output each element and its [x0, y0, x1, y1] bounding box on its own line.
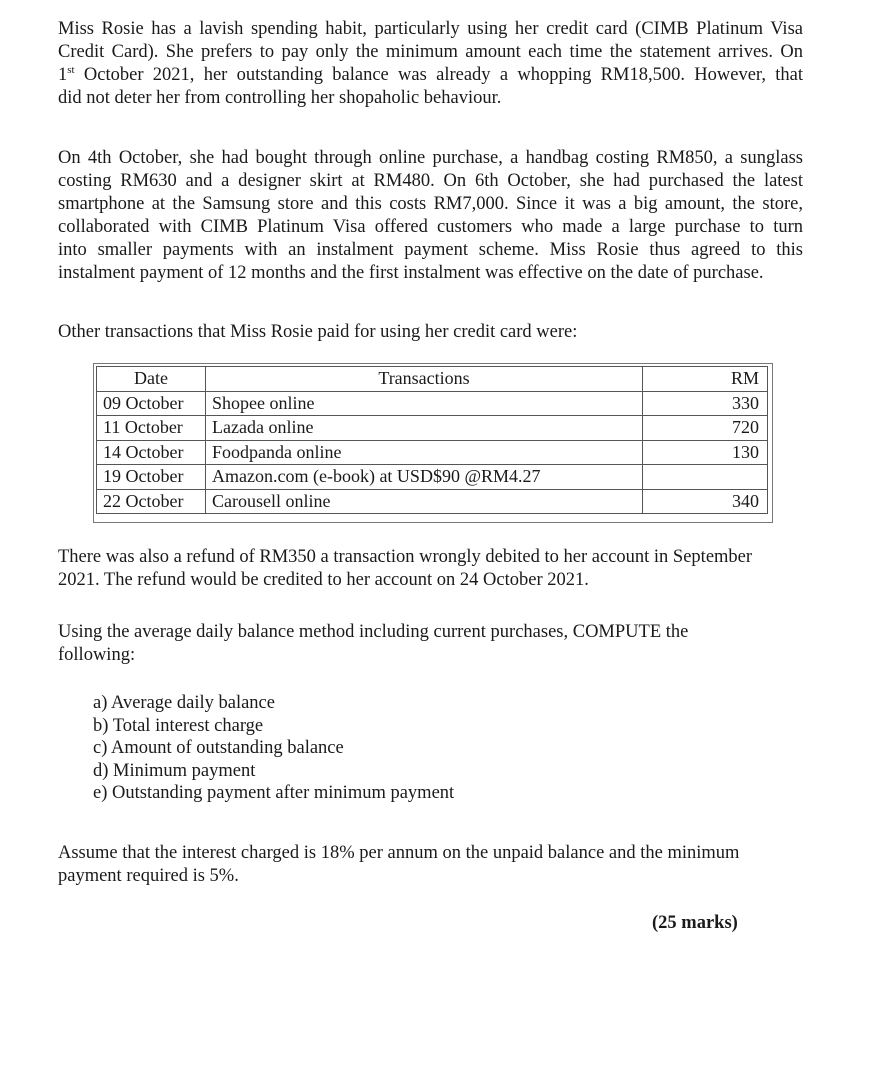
cell-amount: 130	[643, 440, 768, 465]
cell-transaction: Lazada online	[206, 416, 643, 441]
cell-date: 14 October	[97, 440, 206, 465]
list-item: a) Average daily balance	[93, 693, 275, 713]
transactions-table	[96, 366, 768, 514]
paragraph-line: Credit Card). She prefers to pay only the minimum amount each time the statement arrives. On	[58, 42, 803, 62]
paragraph-line: Miss Rosie has a lavish spending habit, particularly using her credit card (CIMB Platinum Visa	[58, 19, 803, 39]
paragraph-line: instalment payment of 12 months and the first instalment was effective on the date of purchase.	[58, 263, 764, 283]
cell-date: 19 October	[97, 465, 206, 490]
cell-amount	[643, 465, 768, 490]
cell-transaction: Foodpanda online	[206, 440, 643, 465]
header-date: Date	[97, 367, 206, 392]
cell-amount: 340	[643, 489, 768, 514]
paragraph-line: into smaller payments with an instalment payment scheme. Miss Rosie thus agreed to this	[58, 240, 803, 260]
refund-paragraph	[58, 546, 803, 592]
cell-transaction: Shopee online	[206, 391, 643, 416]
cell-transaction: Carousell online	[206, 489, 643, 514]
cell-transaction: Amazon.com (e-book) at USD$90 @RM4.27	[206, 465, 643, 490]
paragraph-line: On 4th October, she had bought through online purchase, a handbag costing RM850, a sunglass	[58, 148, 803, 168]
day-number: 1	[58, 65, 68, 85]
cell-amount: 330	[643, 391, 768, 416]
header-amount: RM	[643, 367, 768, 392]
marks-label: (25 marks)	[652, 913, 738, 933]
paragraph-line: collaborated with CIMB Platinum Visa offered customers who made a large purchase to turn	[58, 217, 803, 237]
table-header-row	[97, 367, 768, 392]
assumption-paragraph	[58, 842, 803, 888]
cell-date: 11 October	[97, 416, 206, 441]
paragraph-purchases	[58, 147, 803, 285]
list-item: d) Minimum payment	[93, 760, 256, 781]
paragraph-line: did not deter her from controlling her shopaholic behaviour.	[58, 88, 502, 108]
header-transactions: Transactions	[206, 367, 643, 392]
table-row	[97, 440, 768, 465]
list-item: b) Total interest charge	[93, 715, 264, 736]
paragraph-line: following:	[58, 645, 136, 665]
paragraph-background	[58, 18, 803, 110]
table-row	[97, 489, 768, 514]
paragraph-line-rest: October 2021, her outstanding balance was already a whopping RM18,500. However, that	[74, 65, 803, 85]
ordinal-suffix: st	[67, 64, 75, 76]
paragraph-line: smartphone at the Samsung store and this costs RM7,000. Since it was a big amount, the store,	[58, 194, 803, 214]
cell-date: 09 October	[97, 391, 206, 416]
paragraph-line: There was also a refund of RM350 a transaction wrongly debited to her account in September	[58, 547, 753, 567]
paragraph-line	[58, 64, 803, 87]
list-item: e) Outstanding payment after minimum payment	[93, 783, 455, 803]
task-list	[93, 692, 454, 805]
paragraph-line: payment required is 5%.	[58, 866, 239, 886]
cell-amount: 720	[643, 416, 768, 441]
list-item: c) Amount of outstanding balance	[93, 738, 344, 758]
paragraph-line: Using the average daily balance method including current purchases, COMPUTE the	[58, 622, 689, 642]
table-row	[97, 416, 768, 441]
paragraph-line: Assume that the interest charged is 18% per annum on the unpaid balance and the minimum	[58, 843, 740, 863]
cell-date: 22 October	[97, 489, 206, 514]
paragraph-line: 2021. The refund would be credited to her account on 24 October 2021.	[58, 570, 589, 590]
instruction-paragraph	[58, 621, 803, 667]
transactions-intro: Other transactions that Miss Rosie paid for using her credit card were:	[58, 322, 578, 342]
table-row	[97, 465, 768, 490]
table-row	[97, 391, 768, 416]
paragraph-line: costing RM630 and a designer skirt at RM480. On 6th October, she had purchased the latest	[58, 171, 803, 191]
